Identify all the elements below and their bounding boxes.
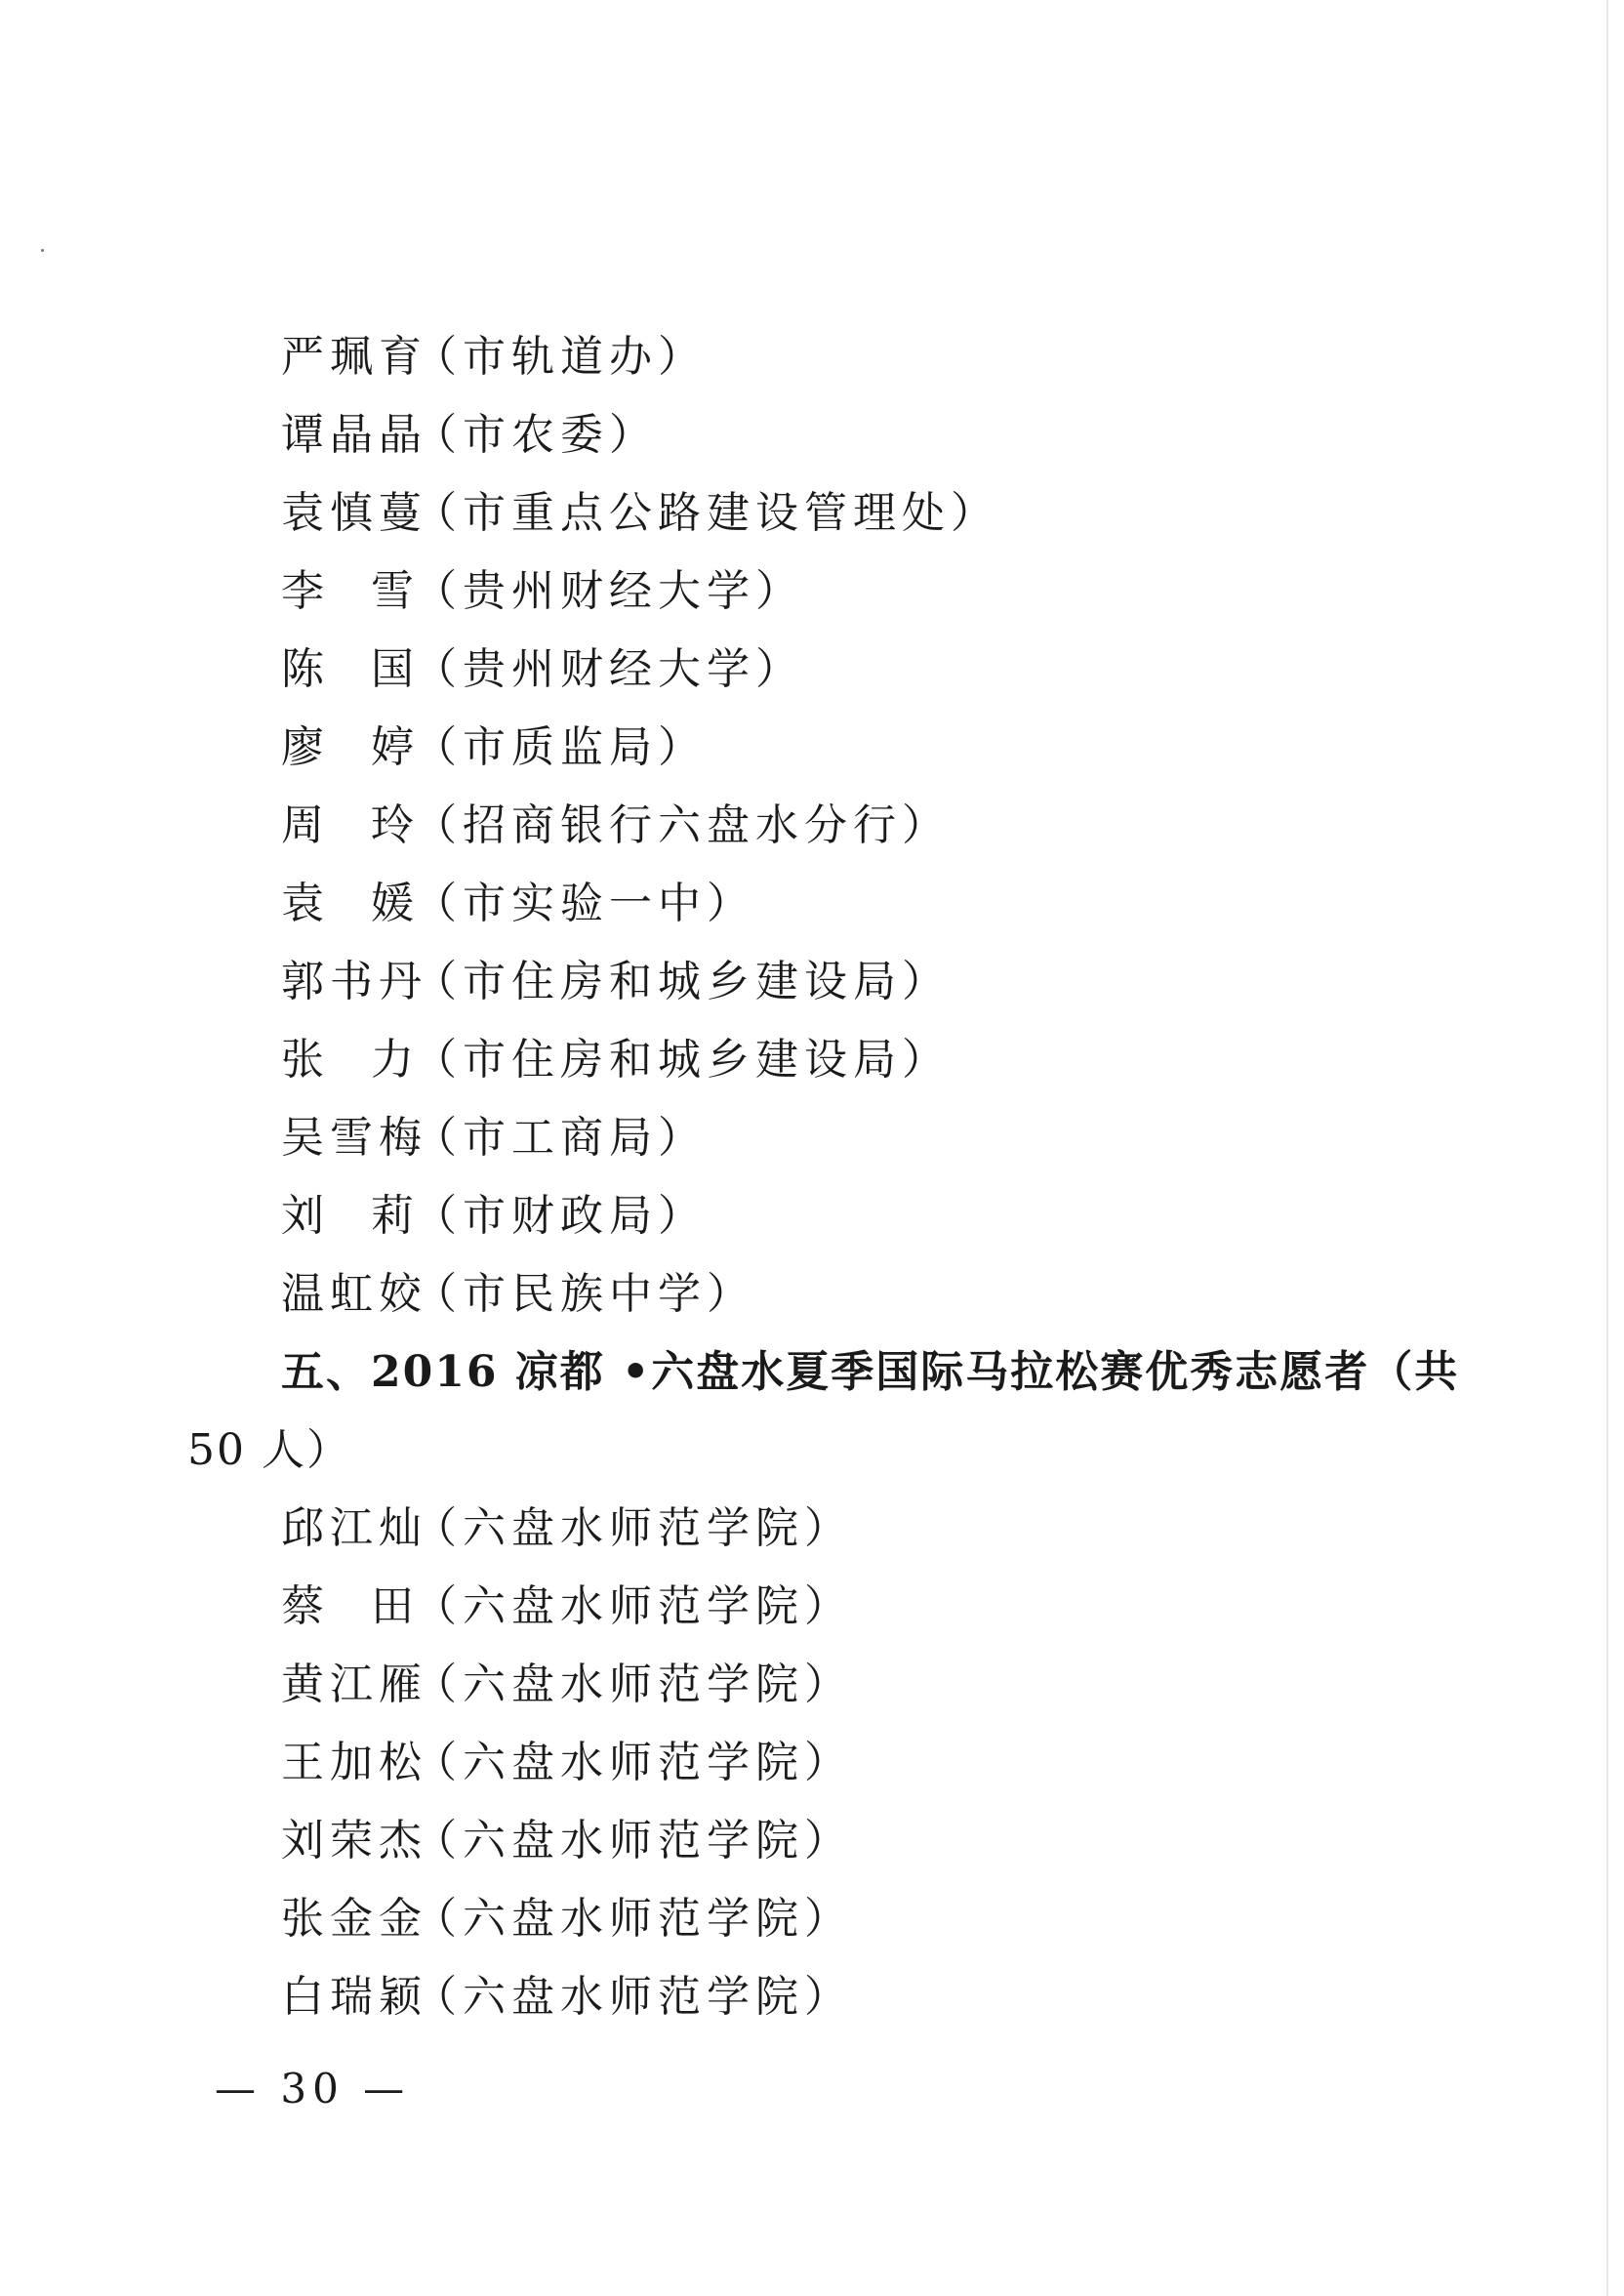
organization: （贵州财经大学）: [414, 566, 804, 616]
organization: （六盘水师范学院）: [414, 1738, 853, 1787]
list-item: [281, 943, 951, 1021]
list-item: [281, 631, 804, 709]
organization: （市质监局）: [414, 722, 707, 772]
section-heading-continued: 50 人）: [187, 1425, 351, 1475]
list-item: [281, 1255, 755, 1333]
page-number: — 30 —: [215, 2065, 411, 2112]
organization: （市住房和城乡建设局）: [414, 957, 951, 1006]
list-item: [281, 1724, 853, 1802]
organization: （六盘水师范学院）: [414, 1816, 853, 1866]
person-name: 李雪: [281, 566, 414, 616]
scan-edge-line: [1606, 0, 1608, 2296]
list-item: [281, 474, 999, 553]
organization: （六盘水师范学院）: [414, 1894, 853, 1944]
organization: （市财政局）: [414, 1191, 707, 1241]
person-name: 张力: [281, 1035, 414, 1085]
organization: （贵州财经大学）: [414, 644, 804, 694]
person-name: 廖婷: [281, 722, 414, 772]
person-name: 严珮育: [281, 332, 427, 382]
person-name: 郭书丹: [281, 957, 427, 1006]
organization: （市农委）: [414, 410, 658, 460]
list-item: [281, 318, 707, 396]
person-name: 刘荣杰: [281, 1816, 427, 1866]
person-name: 谭晶晶: [281, 410, 427, 460]
person-name: 白瑞颖: [281, 1972, 427, 2022]
list-item: [281, 553, 804, 631]
organization: （市工商局）: [414, 1113, 707, 1163]
organization: （六盘水师范学院）: [414, 1581, 853, 1631]
list-item: [281, 787, 951, 865]
person-name: 刘莉: [281, 1191, 414, 1241]
organization: （六盘水师范学院）: [414, 1660, 853, 1709]
person-name: 王加松: [281, 1738, 427, 1787]
person-name: 温虹姣: [281, 1269, 427, 1319]
organization: （市重点公路建设管理处）: [414, 488, 999, 538]
organization: （六盘水师范学院）: [414, 1972, 853, 2022]
person-name: 袁慎蔓: [281, 488, 427, 538]
person-name: 黄江雁: [281, 1660, 427, 1709]
list-item: [281, 1177, 707, 1255]
organization: （市轨道办）: [414, 332, 707, 382]
organization: （市民族中学）: [414, 1269, 755, 1319]
scan-speck: [41, 249, 44, 252]
person-name: 袁媛: [281, 879, 414, 928]
organization: （六盘水师范学院）: [414, 1503, 853, 1553]
list-item: [281, 396, 658, 474]
list-item: [281, 865, 755, 943]
list-item: [281, 1099, 707, 1177]
organization: （市实验一中）: [414, 879, 755, 928]
list-item: [281, 1958, 853, 2036]
list-item: [281, 1646, 853, 1724]
list-item: [281, 1802, 853, 1880]
person-name: 邱江灿: [281, 1503, 427, 1553]
list-item: [281, 709, 707, 787]
person-name: 陈国: [281, 644, 414, 694]
person-name: 蔡田: [281, 1581, 414, 1631]
list-item: [281, 1490, 853, 1568]
list-item: [281, 1880, 853, 1958]
section-heading: 五、2016 凉都 •六盘水夏季国际马拉松赛优秀志愿者（共: [281, 1347, 1460, 1397]
person-name: 吴雪梅: [281, 1113, 427, 1163]
list-item: [281, 1568, 853, 1646]
organization: （市住房和城乡建设局）: [414, 1035, 951, 1085]
list-item: [281, 1021, 951, 1099]
person-name: 张金金: [281, 1894, 427, 1944]
organization: （招商银行六盘水分行）: [414, 800, 951, 850]
person-name: 周玲: [281, 800, 414, 850]
